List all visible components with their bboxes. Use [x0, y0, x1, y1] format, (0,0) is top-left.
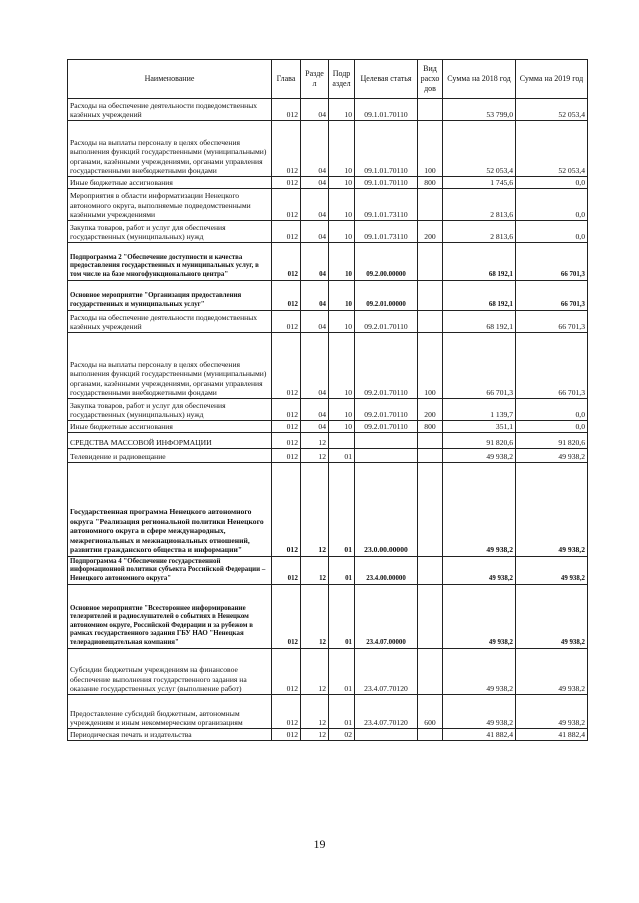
cell-name: Расходы на выплаты персоналу в целях обеспечения выполнения функций государственными (муниципальными) органами, казёнными учреждениями, органами управления государственными внебюджетными фондами [68, 121, 272, 177]
cell-type: 800 [418, 177, 443, 189]
cell-section: 04 [301, 333, 329, 399]
cell-type [418, 189, 443, 221]
cell-name: Расходы на выплаты персоналу в целях обеспечения выполнения функций государственными (муниципальными) органами, казёнными учреждениями, органами управления государственными внебюджетными фондами [68, 333, 272, 399]
cell-sum-2019: 0,0 [516, 177, 588, 189]
cell-chapter: 012 [272, 695, 301, 729]
cell-subsection: 01 [329, 649, 355, 695]
header-target: Целевая статья [355, 60, 418, 99]
cell-sum-2018: 1 745,6 [443, 177, 516, 189]
cell-sum-2018: 66 701,3 [443, 333, 516, 399]
cell-target: 09.2.01.70110 [355, 399, 418, 421]
cell-section: 04 [301, 281, 329, 311]
table-header-row [68, 60, 588, 99]
cell-name: Государственная программа Ненецкого автономного округа "Реализация региональной политики Ненецкого автономного округа в сфере международных, межрегиональных и межнациональных отношений, развитии гражданского общества и информации" [68, 463, 272, 557]
header-sum-2019: Сумма на 2019 год [516, 60, 588, 99]
cell-target: 09.1.01.73110 [355, 189, 418, 221]
cell-subsection: 10 [329, 189, 355, 221]
cell-name: Мероприятия в области информатизации Ненецкого автономного округа, выполняемые подведомственными казёнными учреждениями [68, 189, 272, 221]
table-row [68, 311, 588, 333]
cell-type [418, 99, 443, 121]
cell-sum-2018: 68 192,1 [443, 243, 516, 281]
header-name: Наименование [68, 60, 272, 99]
cell-target: 23.4.07.70120 [355, 649, 418, 695]
cell-subsection: 10 [329, 243, 355, 281]
table-row [68, 189, 588, 221]
cell-sum-2019: 66 701,3 [516, 281, 588, 311]
table-row [68, 649, 588, 695]
cell-name: Закупка товаров, работ и услуг для обеспечения государственных (муниципальных) нужд [68, 399, 272, 421]
cell-subsection: 01 [329, 463, 355, 557]
cell-sum-2019: 66 701,3 [516, 243, 588, 281]
cell-target: 09.1.01.70110 [355, 99, 418, 121]
table-row [68, 333, 588, 399]
cell-sum-2018: 68 192,1 [443, 311, 516, 333]
cell-name: Предоставление субсидий бюджетным, автономным учреждениям и иным некоммерческим организациям [68, 695, 272, 729]
cell-name: СРЕДСТВА МАССОВОЙ ИНФОРМАЦИИ [68, 433, 272, 449]
cell-type [418, 557, 443, 585]
table-row [68, 433, 588, 449]
cell-chapter: 012 [272, 311, 301, 333]
cell-type: 100 [418, 121, 443, 177]
cell-type: 200 [418, 221, 443, 243]
cell-name: Периодическая печать и издательства [68, 729, 272, 741]
cell-subsection: 01 [329, 449, 355, 463]
cell-type [418, 649, 443, 695]
cell-section: 04 [301, 311, 329, 333]
cell-target: 23.4.00.00000 [355, 557, 418, 585]
cell-section: 04 [301, 177, 329, 189]
cell-sum-2019: 66 701,3 [516, 311, 588, 333]
cell-name: Иные бюджетные ассигнования [68, 177, 272, 189]
cell-subsection: 10 [329, 421, 355, 433]
cell-target: 23.0.00.00000 [355, 463, 418, 557]
cell-target: 09.1.01.70110 [355, 177, 418, 189]
cell-sum-2018: 2 813,6 [443, 189, 516, 221]
cell-name: Иные бюджетные ассигнования [68, 421, 272, 433]
cell-sum-2018: 49 938,2 [443, 463, 516, 557]
cell-sum-2019: 52 053,4 [516, 121, 588, 177]
table-row [68, 557, 588, 585]
cell-subsection [329, 433, 355, 449]
cell-chapter: 012 [272, 421, 301, 433]
cell-name: Основное мероприятие "Организация предоставления государственных и муниципальных услуг" [68, 281, 272, 311]
cell-target: 09.1.01.70110 [355, 121, 418, 177]
cell-type: 100 [418, 333, 443, 399]
table-row [68, 281, 588, 311]
cell-target [355, 433, 418, 449]
cell-sum-2018: 49 938,2 [443, 649, 516, 695]
cell-target: 23.4.07.00000 [355, 585, 418, 649]
cell-chapter: 012 [272, 557, 301, 585]
table-row [68, 585, 588, 649]
cell-sum-2019: 0,0 [516, 221, 588, 243]
table-row [68, 463, 588, 557]
cell-type [418, 281, 443, 311]
cell-name: Подпрограмма 2 "Обеспечение доступности и качества предоставления государственных и муниципальных услуг, в том числе на базе многофункционального центра" [68, 243, 272, 281]
header-subsection: Подр аздел [329, 60, 355, 99]
table-row [68, 221, 588, 243]
cell-section: 04 [301, 421, 329, 433]
cell-subsection: 10 [329, 311, 355, 333]
cell-sum-2018: 49 938,2 [443, 449, 516, 463]
cell-section: 12 [301, 557, 329, 585]
cell-target: 09.2.01.70110 [355, 421, 418, 433]
table-row [68, 695, 588, 729]
cell-sum-2018: 49 938,2 [443, 557, 516, 585]
cell-sum-2019: 0,0 [516, 399, 588, 421]
cell-type [418, 433, 443, 449]
cell-type: 800 [418, 421, 443, 433]
cell-chapter: 012 [272, 221, 301, 243]
cell-sum-2019: 49 938,2 [516, 649, 588, 695]
cell-chapter: 012 [272, 433, 301, 449]
cell-subsection: 01 [329, 585, 355, 649]
cell-sum-2019: 0,0 [516, 189, 588, 221]
cell-name: Расходы на обеспечение деятельности подведомственных казённых учреждений [68, 311, 272, 333]
cell-type [418, 463, 443, 557]
cell-chapter: 012 [272, 333, 301, 399]
cell-chapter: 012 [272, 189, 301, 221]
page-number: 19 [313, 837, 326, 851]
cell-subsection: 10 [329, 121, 355, 177]
cell-sum-2019: 49 938,2 [516, 695, 588, 729]
cell-section: 12 [301, 649, 329, 695]
cell-name: Субсидии бюджетным учреждениям на финансовое обеспечение выполнения государственного задания на оказание государственных услуг (выполнение работ) [68, 649, 272, 695]
header-sum-2018: Сумма на 2018 год [443, 60, 516, 99]
cell-type [418, 585, 443, 649]
cell-type [418, 729, 443, 741]
cell-subsection: 10 [329, 99, 355, 121]
cell-section: 04 [301, 399, 329, 421]
cell-target: 09.2.00.00000 [355, 243, 418, 281]
cell-chapter: 012 [272, 99, 301, 121]
cell-sum-2018: 53 799,0 [443, 99, 516, 121]
cell-chapter: 012 [272, 729, 301, 741]
cell-section: 04 [301, 221, 329, 243]
header-type: Вид расхо дов [418, 60, 443, 99]
cell-target: 09.2.01.70110 [355, 333, 418, 399]
cell-section: 12 [301, 729, 329, 741]
cell-section: 12 [301, 463, 329, 557]
cell-type [418, 449, 443, 463]
table-row [68, 99, 588, 121]
cell-sum-2018: 41 882,4 [443, 729, 516, 741]
cell-sum-2018: 351,1 [443, 421, 516, 433]
cell-chapter: 012 [272, 121, 301, 177]
cell-section: 04 [301, 243, 329, 281]
cell-chapter: 012 [272, 399, 301, 421]
cell-subsection: 10 [329, 399, 355, 421]
cell-chapter: 012 [272, 449, 301, 463]
cell-sum-2019: 91 820,6 [516, 433, 588, 449]
cell-target: 09.1.01.73110 [355, 221, 418, 243]
cell-subsection: 02 [329, 729, 355, 741]
cell-subsection: 01 [329, 557, 355, 585]
cell-type [418, 243, 443, 281]
cell-sum-2019: 49 938,2 [516, 585, 588, 649]
cell-target [355, 729, 418, 741]
cell-sum-2019: 0,0 [516, 421, 588, 433]
cell-name: Телевидение и радиовещание [68, 449, 272, 463]
cell-target: 09.2.01.70110 [355, 311, 418, 333]
table-row [68, 121, 588, 177]
cell-name: Подпрограмма 4 "Обеспечение государственной информационной политики субъекта Российской Федерации – Ненецкого автономного округа" [68, 557, 272, 585]
cell-section: 12 [301, 585, 329, 649]
cell-name: Расходы на обеспечение деятельности подведомственных казённых учреждений [68, 99, 272, 121]
cell-sum-2018: 49 938,2 [443, 585, 516, 649]
cell-sum-2018: 1 139,7 [443, 399, 516, 421]
cell-name: Основное мероприятие "Всестороннее информирование телезрителей и радиослушателей о событиях в Ненецком автономном округе, Российской Федерации и за рубежом в рамках государственного задания ГБУ НАО "Ненецкая телерадиовещательная компания" [68, 585, 272, 649]
cell-subsection: 10 [329, 333, 355, 399]
table-row [68, 399, 588, 421]
cell-target [355, 449, 418, 463]
cell-sum-2019: 41 882,4 [516, 729, 588, 741]
cell-sum-2019: 66 701,3 [516, 333, 588, 399]
cell-sum-2018: 49 938,2 [443, 695, 516, 729]
cell-chapter: 012 [272, 243, 301, 281]
cell-chapter: 012 [272, 585, 301, 649]
header-section: Разде л [301, 60, 329, 99]
cell-target: 09.2.01.00000 [355, 281, 418, 311]
cell-subsection: 01 [329, 695, 355, 729]
cell-section: 04 [301, 121, 329, 177]
cell-section: 12 [301, 433, 329, 449]
table-row [68, 421, 588, 433]
table-row [68, 449, 588, 463]
cell-name: Закупка товаров, работ и услуг для обеспечения государственных (муниципальных) нужд [68, 221, 272, 243]
cell-chapter: 012 [272, 463, 301, 557]
cell-sum-2019: 49 938,2 [516, 557, 588, 585]
cell-section: 04 [301, 189, 329, 221]
cell-sum-2018: 68 192,1 [443, 281, 516, 311]
cell-type: 200 [418, 399, 443, 421]
cell-subsection: 10 [329, 221, 355, 243]
table-row [68, 177, 588, 189]
cell-sum-2019: 49 938,2 [516, 463, 588, 557]
cell-section: 04 [301, 99, 329, 121]
cell-target: 23.4.07.70120 [355, 695, 418, 729]
cell-section: 12 [301, 695, 329, 729]
cell-subsection: 10 [329, 281, 355, 311]
budget-table [67, 59, 588, 741]
cell-sum-2018: 2 813,6 [443, 221, 516, 243]
cell-chapter: 012 [272, 281, 301, 311]
cell-section: 12 [301, 449, 329, 463]
table-row [68, 729, 588, 741]
cell-sum-2019: 49 938,2 [516, 449, 588, 463]
table-body [68, 99, 588, 741]
cell-type [418, 311, 443, 333]
cell-chapter: 012 [272, 177, 301, 189]
cell-subsection: 10 [329, 177, 355, 189]
cell-chapter: 012 [272, 649, 301, 695]
cell-sum-2018: 91 820,6 [443, 433, 516, 449]
cell-type: 600 [418, 695, 443, 729]
cell-sum-2019: 52 053,4 [516, 99, 588, 121]
cell-sum-2018: 52 053,4 [443, 121, 516, 177]
table-row [68, 243, 588, 281]
header-chapter: Глава [272, 60, 301, 99]
